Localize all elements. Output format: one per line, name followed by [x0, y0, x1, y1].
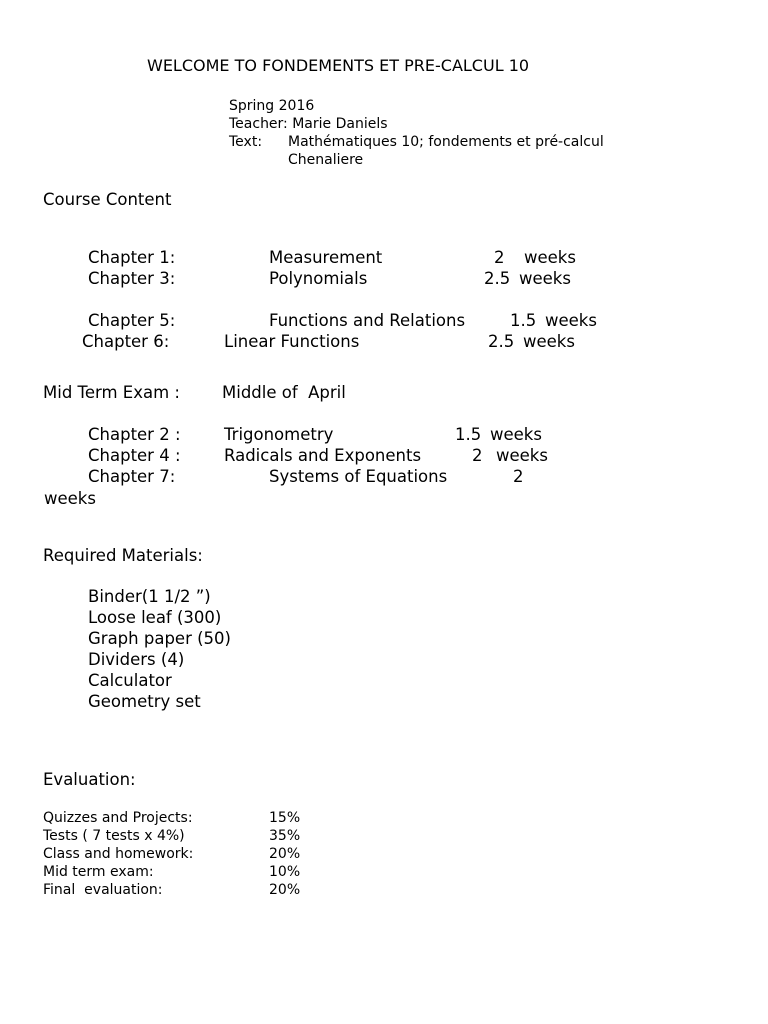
- chapter-label: Chapter 2 :: [88, 425, 181, 444]
- midterm-label: Mid Term Exam :: [43, 383, 180, 402]
- material-item: Geometry set: [88, 692, 201, 711]
- evaluation-value: 20%: [269, 846, 301, 862]
- chapter-topic: Functions and Relations: [269, 311, 466, 330]
- chapter-topic: Trigonometry: [224, 425, 334, 444]
- chapter-duration: 1.5: [455, 425, 482, 444]
- chapter-duration-unit: weeks: [44, 489, 96, 508]
- evaluation-label: Mid term exam:: [43, 864, 154, 880]
- evaluation-value: 10%: [269, 864, 301, 880]
- chapter-label: Chapter 1:: [88, 248, 176, 267]
- material-item: Binder(1 1/2 ”): [88, 587, 211, 606]
- chapter-label: Chapter 3:: [88, 269, 176, 288]
- midterm-value: Middle of April: [222, 383, 346, 402]
- chapter-label: Chapter 7:: [88, 467, 176, 486]
- evaluation-label: Final evaluation:: [43, 882, 163, 898]
- chapter-label: Chapter 4 :: [88, 446, 181, 465]
- teacher-name: Teacher: Marie Daniels: [229, 116, 388, 132]
- evaluation-label: Class and homework:: [43, 846, 194, 862]
- evaluation-value: 35%: [269, 828, 301, 844]
- chapter-duration: 2: [513, 467, 524, 486]
- material-item: Dividers (4): [88, 650, 185, 669]
- chapter-label: Chapter 5:: [88, 311, 176, 330]
- course-content-heading: Course Content: [43, 190, 172, 209]
- materials-heading: Required Materials:: [43, 546, 203, 565]
- evaluation-label: Tests ( 7 tests x 4%): [43, 828, 185, 844]
- chapter-duration-unit: weeks: [524, 248, 576, 267]
- chapter-duration: 2: [472, 446, 483, 465]
- chapter-duration: 2: [494, 248, 505, 267]
- evaluation-heading: Evaluation:: [43, 770, 136, 789]
- chapter-duration-unit: weeks: [545, 311, 597, 330]
- textbook-title: Mathématiques 10; fondements et pré-calcul: [288, 134, 604, 150]
- textbook-publisher: Chenaliere: [288, 152, 364, 168]
- chapter-topic: Measurement: [269, 248, 383, 267]
- chapter-topic: Polynomials: [269, 269, 368, 288]
- evaluation-value: 15%: [269, 810, 301, 826]
- chapter-duration-unit: weeks: [519, 269, 571, 288]
- chapter-label: Chapter 6:: [82, 332, 170, 351]
- evaluation-label: Quizzes and Projects:: [43, 810, 193, 826]
- evaluation-value: 20%: [269, 882, 301, 898]
- chapter-duration-unit: weeks: [490, 425, 542, 444]
- chapter-duration-unit: weeks: [523, 332, 575, 351]
- text-label: Text:: [229, 134, 263, 150]
- page-title: WELCOME TO FONDEMENTS ET PRE-CALCUL 10: [147, 56, 530, 75]
- chapter-duration: 1.5: [510, 311, 537, 330]
- material-item: Graph paper (50): [88, 629, 231, 648]
- chapter-topic: Linear Functions: [224, 332, 360, 351]
- chapter-duration: 2.5: [488, 332, 515, 351]
- chapter-topic: Radicals and Exponents: [224, 446, 422, 465]
- material-item: Calculator: [88, 671, 172, 690]
- material-item: Loose leaf (300): [88, 608, 222, 627]
- chapter-duration: 2.5: [484, 269, 511, 288]
- course-term: Spring 2016: [229, 98, 315, 114]
- chapter-topic: Systems of Equations: [269, 467, 448, 486]
- chapter-duration-unit: weeks: [496, 446, 548, 465]
